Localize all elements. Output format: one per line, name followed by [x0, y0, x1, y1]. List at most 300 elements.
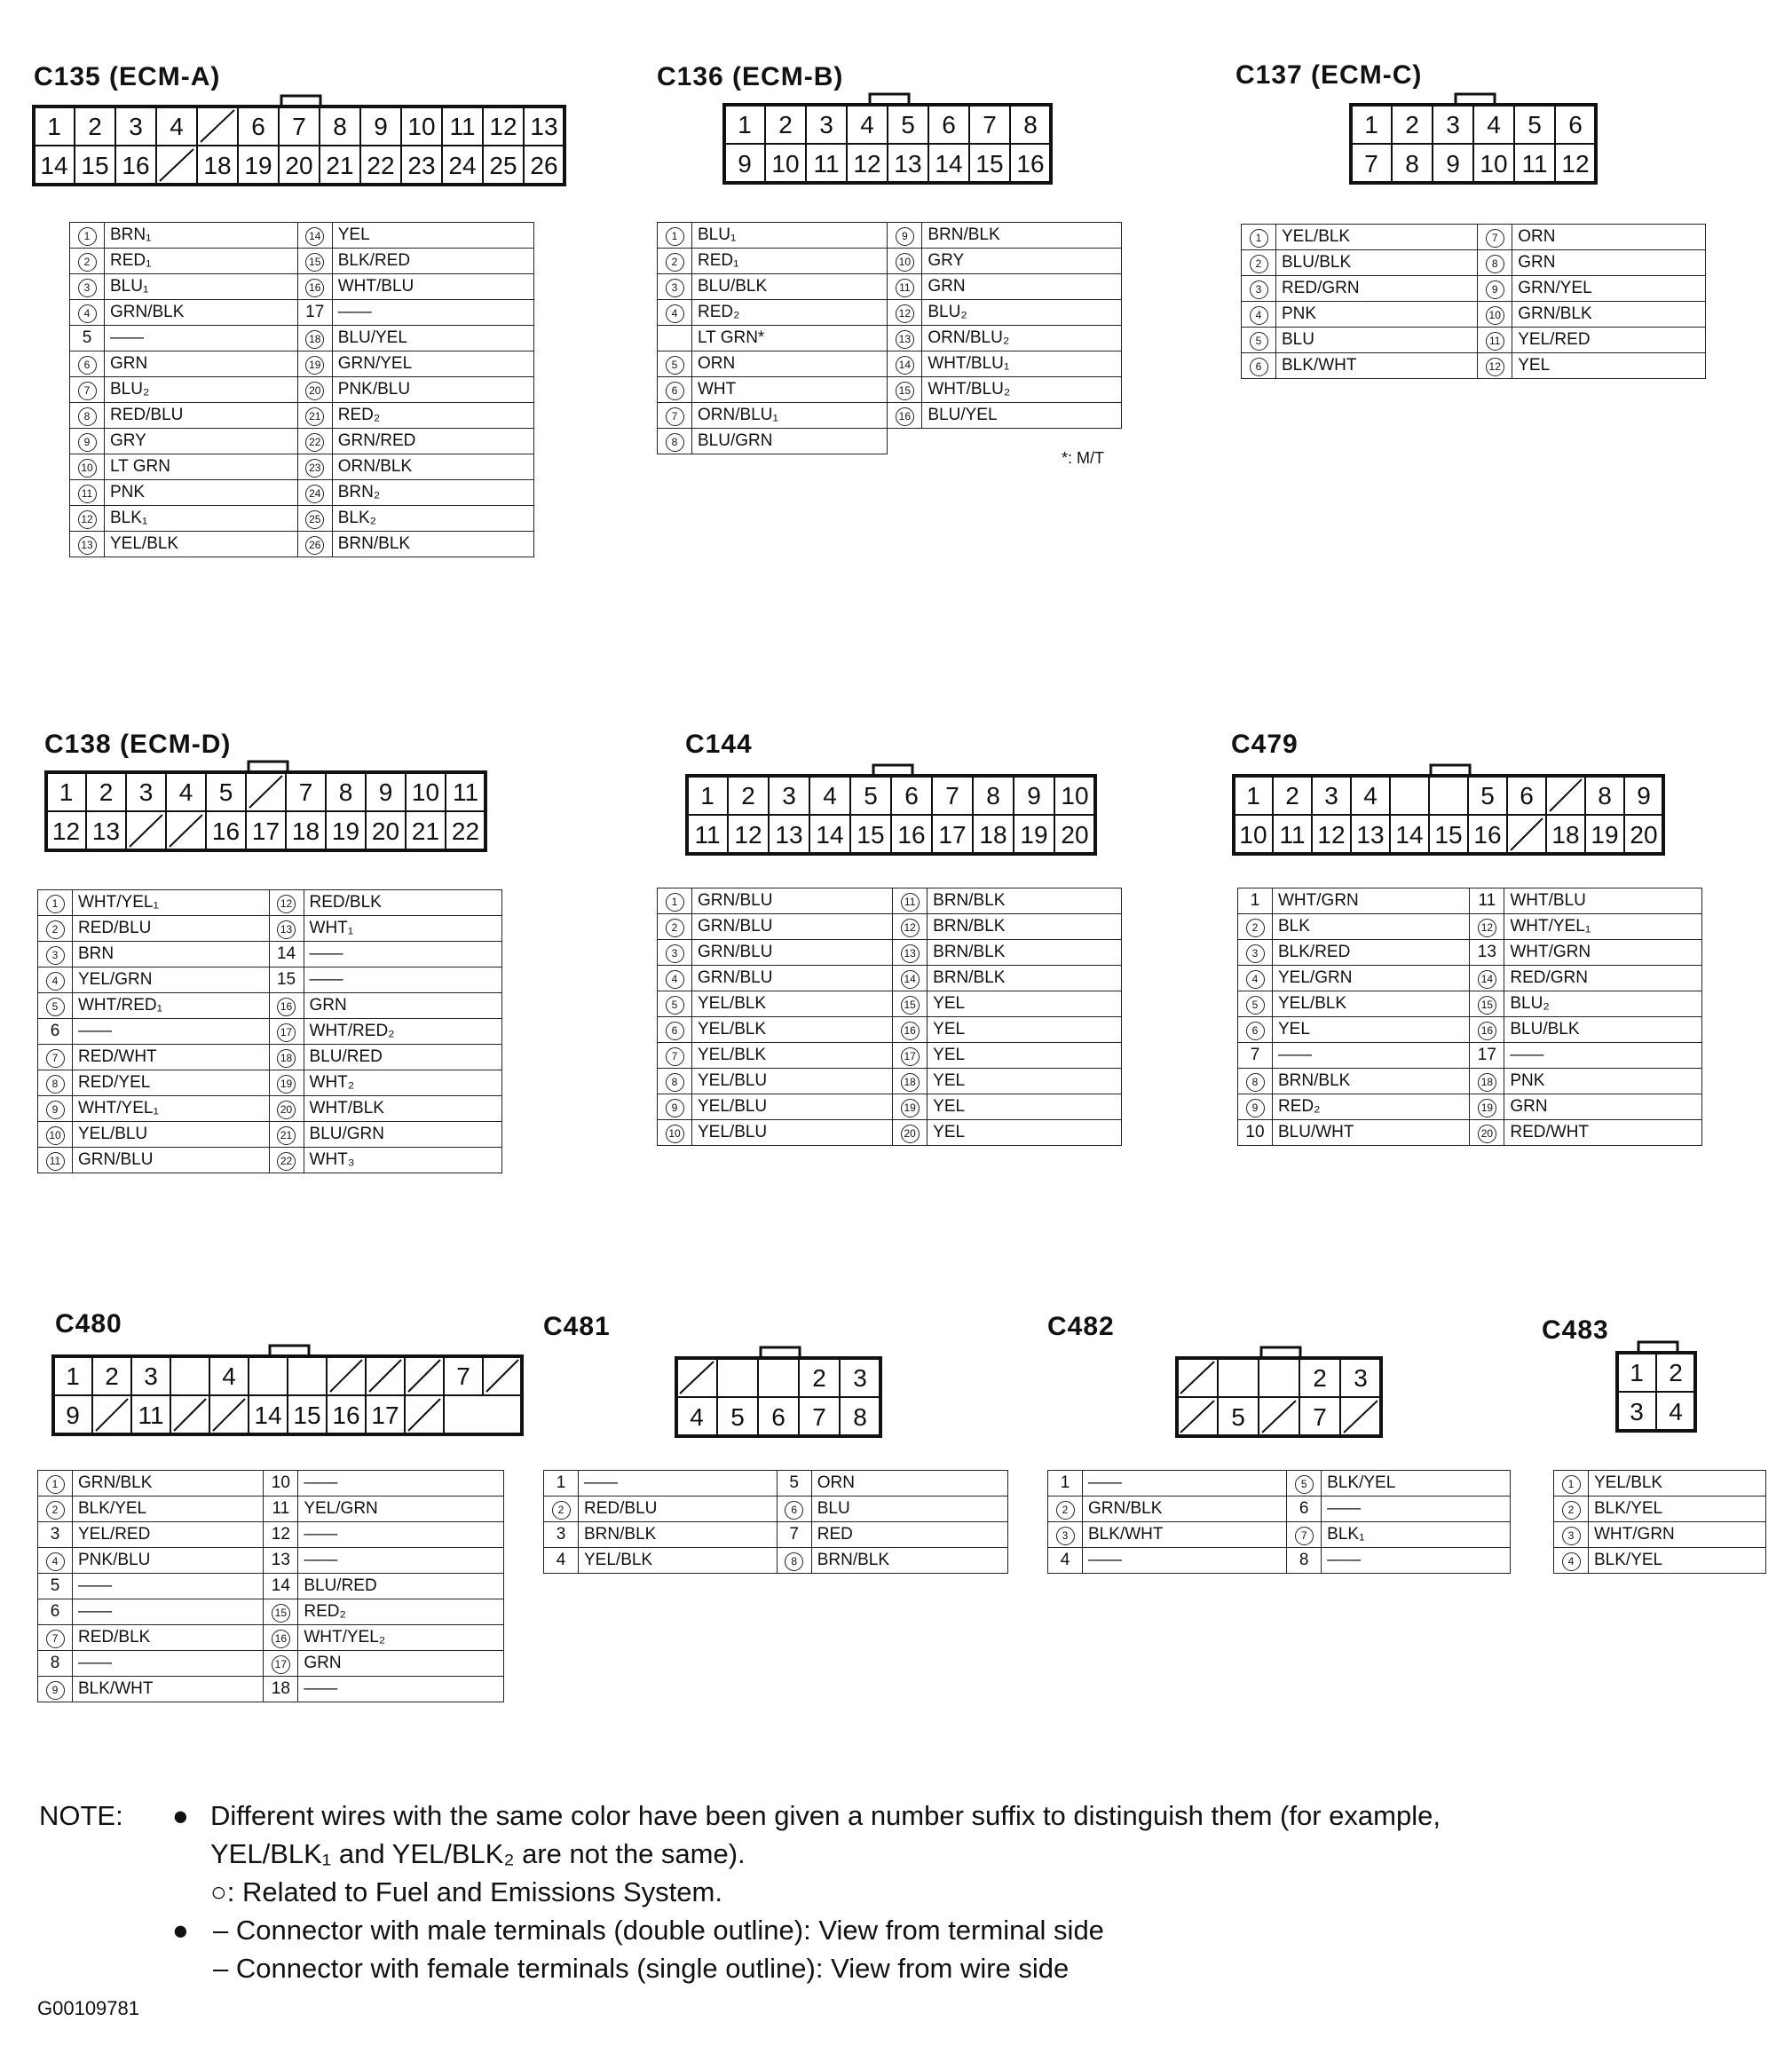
circled-pin-number: 9 [1246, 1099, 1265, 1117]
wire-color: BRN/BLK [928, 888, 1122, 914]
circled-pin-number: 8 [1486, 255, 1504, 273]
wire-color: BLU₂ [1504, 991, 1702, 1017]
wire-color: YEL [332, 223, 533, 249]
pin-number [1470, 914, 1504, 940]
wire-color: WHT/RED₁ [73, 993, 270, 1019]
pin-number [38, 1651, 73, 1677]
circled-pin-number: 3 [1250, 280, 1268, 299]
wire-color: ORN [811, 1471, 1007, 1496]
pin-number [264, 1496, 298, 1522]
wire-color: —— [298, 1548, 504, 1574]
table-row [38, 1677, 504, 1702]
pin-number [70, 403, 105, 429]
wire-color: GRN [1504, 1094, 1702, 1120]
terminal-number: 2 [1669, 1359, 1683, 1386]
wire-color: PNK/BLU [73, 1548, 264, 1574]
table-row [658, 403, 1122, 429]
wire-color: BLU₁ [692, 223, 888, 249]
wire-color: BLU/BLK [1276, 250, 1478, 276]
circled-pin-number: 11 [901, 893, 920, 912]
blank-terminal-slash [680, 1362, 714, 1394]
pin-number [269, 1148, 304, 1173]
circled-pin-number: 15 [901, 996, 920, 1015]
terminal-number: 3 [129, 113, 143, 140]
terminal-number: 3 [1446, 111, 1460, 138]
wire-color: BLU/RED [298, 1574, 504, 1599]
table-row [38, 1122, 502, 1148]
terminal-number: 14 [40, 152, 68, 179]
circled-pin-number: 6 [1246, 1022, 1265, 1040]
circled-pin-number: 3 [1562, 1527, 1581, 1545]
pin-table-c483 [1553, 1470, 1766, 1574]
table-row [70, 351, 534, 377]
table-row [658, 1017, 1122, 1043]
terminal-number: 15 [81, 152, 109, 179]
circled-pin-number: 9 [78, 433, 97, 452]
pin-number [1238, 1120, 1273, 1146]
circled-pin-number: 2 [1250, 255, 1268, 273]
table-row [1554, 1471, 1766, 1496]
circled-pin-number: 6 [666, 1022, 684, 1040]
pin-number-text: 12 [271, 1525, 290, 1544]
table-row [544, 1522, 1008, 1548]
pin-number [658, 966, 692, 991]
circled-pin-number: 5 [666, 996, 684, 1015]
terminal-number: 19 [244, 152, 272, 179]
pin-number-text: 3 [556, 1525, 566, 1544]
circled-pin-number: 19 [277, 1075, 296, 1094]
circled-pin-number: 11 [896, 279, 914, 297]
wire-color: BLU/RED [304, 1045, 501, 1070]
terminal-number: 20 [1630, 821, 1658, 849]
wire-color: BLK₂ [332, 506, 533, 532]
table-row [70, 480, 534, 506]
pin-number [1238, 1069, 1273, 1094]
wire-color: GRN [1512, 250, 1706, 276]
pin-number [1048, 1522, 1083, 1548]
pin-number [893, 940, 928, 966]
wire-color: YEL/BLK [692, 1017, 893, 1043]
blank-terminal-slash [96, 1399, 128, 1431]
wire-color: BRN/BLK [1273, 1069, 1470, 1094]
pin-table-c480 [37, 1470, 504, 1702]
blank-terminal-slash [170, 815, 202, 847]
pin-number [269, 993, 304, 1019]
circled-pin-number: 14 [896, 356, 914, 375]
circled-pin-number: 15 [305, 253, 324, 272]
pin-number [893, 966, 928, 991]
pin-number [658, 991, 692, 1017]
wire-color: BLK₁ [1322, 1522, 1511, 1548]
blank-terminal-slash [249, 776, 282, 808]
circled-pin-number: 3 [1246, 944, 1265, 963]
pin-number [1470, 1069, 1504, 1094]
pin-number [269, 967, 304, 993]
wire-color: WHT/BLU₂ [922, 377, 1122, 403]
terminal-number: 2 [1405, 111, 1419, 138]
pin-number [297, 274, 332, 300]
pin-number [1554, 1548, 1589, 1574]
circled-pin-number: 2 [1246, 919, 1265, 937]
terminal-cell [1218, 1358, 1259, 1397]
table-row [38, 1625, 504, 1651]
connector-face-c144 [687, 763, 1104, 861]
pin-number [658, 326, 692, 351]
terminal-number: 1 [66, 1362, 80, 1390]
terminal-number: 15 [293, 1402, 321, 1429]
wire-color: WHT/BLU₁ [922, 351, 1122, 377]
terminal-number: 11 [694, 821, 721, 849]
wire-color: GRN [298, 1651, 504, 1677]
pin-number [1478, 225, 1512, 250]
wire-color: ORN/BLK [332, 454, 533, 480]
terminal-number: 2 [88, 113, 102, 140]
circled-pin-number: 3 [78, 279, 97, 297]
circled-pin-number: 7 [78, 382, 97, 400]
terminal-number: 4 [823, 782, 837, 809]
table-row [658, 940, 1122, 966]
terminal-number: 3 [1630, 1398, 1644, 1425]
pin-number-text: 4 [556, 1551, 566, 1569]
wire-color: BRN₂ [332, 480, 533, 506]
circled-pin-number: 10 [666, 1125, 684, 1143]
wire-color: BRN/BLK [579, 1522, 778, 1548]
table-row [38, 1599, 504, 1625]
pin-number [70, 377, 105, 403]
note-bullet-1: ● [172, 1800, 189, 1831]
circled-pin-number: 8 [666, 433, 684, 452]
pin-number [38, 1496, 73, 1522]
terminal-number: 10 [1480, 150, 1508, 178]
wire-color: BLU₂ [105, 377, 298, 403]
wire-color: PNK [1276, 302, 1478, 328]
wire-color: —— [73, 1651, 264, 1677]
connector-face-c483 [1617, 1340, 1706, 1438]
table-row [70, 403, 534, 429]
circled-pin-number: 18 [305, 330, 324, 349]
terminal-number: 8 [986, 782, 1000, 809]
terminal-number: 22 [451, 817, 480, 845]
circled-pin-number: 7 [666, 407, 684, 426]
terminal-cell [170, 1356, 209, 1395]
blank-terminal-slash [330, 1360, 362, 1392]
wire-color: YEL/GRN [298, 1496, 504, 1522]
circled-pin-number: 8 [666, 1073, 684, 1092]
circled-pin-number: 4 [1562, 1552, 1581, 1571]
circled-pin-number: 7 [1295, 1527, 1314, 1545]
pin-number-text: 5 [50, 1576, 60, 1595]
table-row [658, 1043, 1122, 1069]
pin-number-text: 5 [789, 1473, 799, 1492]
terminal-number: 14 [254, 1402, 282, 1429]
terminal-number: 14 [1395, 821, 1424, 849]
pin-number-text: 4 [1060, 1551, 1070, 1569]
circled-pin-number: 10 [1486, 306, 1504, 325]
terminal-number: 3 [819, 111, 833, 138]
table-row [70, 377, 534, 403]
pin-number [544, 1548, 579, 1574]
terminal-number: 18 [1551, 821, 1580, 849]
circled-pin-number: 9 [46, 1681, 65, 1700]
wire-color: WHT/YEL₁ [73, 890, 270, 916]
pin-number [38, 1096, 73, 1122]
pin-number [297, 300, 332, 326]
pin-number [1470, 991, 1504, 1017]
title-c137: C137 (ECM-C) [1235, 60, 1423, 90]
wire-color: YEL [928, 1043, 1122, 1069]
circled-pin-number: 11 [46, 1152, 65, 1171]
terminal-number: 23 [407, 152, 436, 179]
circled-pin-number: 14 [1478, 970, 1496, 989]
wire-color: YEL/BLU [692, 1094, 893, 1120]
connector-face-c135 [34, 94, 566, 192]
table-row [1238, 914, 1702, 940]
wire-color: RED/GRN [1276, 276, 1478, 302]
pin-number [658, 940, 692, 966]
pin-number [888, 377, 922, 403]
terminal-number: 9 [1637, 782, 1651, 809]
table-row [1048, 1548, 1511, 1574]
wire-color: RED/BLU [579, 1496, 778, 1522]
pin-number [1238, 991, 1273, 1017]
wire-color: —— [73, 1574, 264, 1599]
terminal-number: 12 [489, 113, 517, 140]
circled-pin-number: 10 [78, 459, 97, 478]
pin-number [264, 1574, 298, 1599]
pin-number [1470, 1043, 1504, 1069]
pin-number [777, 1471, 811, 1496]
circled-pin-number: 16 [1478, 1022, 1496, 1040]
pin-number [658, 249, 692, 274]
wire-color: GRY [105, 429, 298, 454]
note-line-4: – Connector with male terminals (double outline): View from terminal side [213, 1915, 1104, 1946]
table-row [38, 1548, 504, 1574]
pin-number [297, 351, 332, 377]
terminal-number: 2 [1313, 1364, 1327, 1392]
circled-pin-number: 18 [901, 1073, 920, 1092]
circled-pin-number: 2 [78, 253, 97, 272]
wire-color: BLU [811, 1496, 1007, 1522]
wire-color: RED/BLK [73, 1625, 264, 1651]
terminal-number: 9 [738, 150, 752, 178]
circled-pin-number: 16 [901, 1022, 920, 1040]
terminal-number: 9 [66, 1402, 80, 1429]
terminal-number: 12 [51, 817, 81, 845]
table-row [1242, 353, 1706, 379]
circled-pin-number: 14 [305, 227, 324, 246]
circled-pin-number: 15 [896, 382, 914, 400]
wire-color: BLK/WHT [1083, 1522, 1287, 1548]
pin-number [1242, 225, 1276, 250]
wire-color: RED₂ [332, 403, 533, 429]
pin-number [38, 1522, 73, 1548]
circled-pin-number: 5 [46, 998, 65, 1016]
pin-number [888, 326, 922, 351]
wire-color: GRN/BLK [73, 1471, 264, 1496]
terminal-number: 11 [1279, 821, 1306, 849]
pin-number [658, 429, 692, 454]
wire-color: YEL/RED [1512, 328, 1706, 353]
wire-color: WHT/YEL₂ [298, 1625, 504, 1651]
note-line-5: – Connector with female terminals (single outline): View from wire side [213, 1953, 1070, 1984]
terminal-number: 18 [203, 152, 232, 179]
terminal-cell [758, 1358, 799, 1397]
circled-pin-number: 13 [277, 920, 296, 939]
circled-pin-number: 7 [666, 1047, 684, 1066]
wire-color: RED₂ [298, 1599, 504, 1625]
blank-terminal-slash [130, 815, 162, 847]
pin-table-c479 [1237, 888, 1702, 1146]
wire-color: PNK [105, 480, 298, 506]
wire-color: ORN [1512, 225, 1706, 250]
wire-color: RED/WHT [1504, 1120, 1702, 1146]
pin-number-text: 13 [271, 1551, 290, 1569]
blank-terminal-slash [1180, 1362, 1214, 1394]
pin-number [893, 1043, 928, 1069]
pin-number-text: 17 [305, 303, 325, 321]
pin-number [777, 1522, 811, 1548]
terminal-number: 3 [138, 778, 154, 806]
pin-number [1554, 1522, 1589, 1548]
wire-color: —— [298, 1471, 504, 1496]
terminal-number: 22 [367, 152, 395, 179]
pin-number [70, 532, 105, 557]
blank-terminal-slash [486, 1360, 518, 1392]
terminal-number: 5 [864, 782, 878, 809]
circled-pin-number: 20 [901, 1125, 920, 1143]
terminal-number: 16 [1016, 150, 1045, 178]
pin-number [658, 274, 692, 300]
pin-number-text: 15 [276, 970, 296, 989]
terminal-number: 9 [374, 113, 388, 140]
pin-number-text: 7 [1250, 1046, 1260, 1064]
wire-color: YEL [1512, 353, 1706, 379]
circled-pin-number: 8 [78, 407, 97, 426]
circled-pin-number: 2 [666, 919, 684, 937]
terminal-number: 1 [738, 111, 752, 138]
table-row [658, 1069, 1122, 1094]
pin-number [297, 532, 332, 557]
circled-pin-number: 2 [1056, 1501, 1075, 1520]
pin-number [544, 1496, 579, 1522]
circled-pin-number: 2 [46, 1501, 65, 1520]
pin-number [1238, 940, 1273, 966]
wire-color: RED/GRN [1504, 966, 1702, 991]
wire-color: WHT [692, 377, 888, 403]
wire-color: YEL/BLU [692, 1120, 893, 1146]
pin-number [893, 1120, 928, 1146]
terminal-number: 2 [1285, 782, 1299, 809]
wire-color: BLK/WHT [73, 1677, 264, 1702]
circled-pin-number: 20 [305, 382, 324, 400]
pin-number [1048, 1471, 1083, 1496]
terminal-number: 7 [945, 782, 959, 809]
pin-number-text: 14 [276, 944, 296, 963]
blank-terminal-slash [1550, 779, 1582, 811]
pin-number [297, 454, 332, 480]
circled-pin-number: 12 [1486, 358, 1504, 376]
pin-number [264, 1522, 298, 1548]
wire-color: —— [1504, 1043, 1702, 1069]
circled-pin-number: 7 [46, 1049, 65, 1068]
wire-color: WHT₁ [304, 916, 501, 942]
connector-face-c481 [676, 1346, 898, 1443]
terminal-number: 1 [47, 113, 61, 140]
terminal-number: 7 [298, 778, 313, 806]
pin-number [658, 403, 692, 429]
circled-pin-number: 18 [1478, 1073, 1496, 1092]
wire-color: ORN/BLU₁ [692, 403, 888, 429]
pin-number [1242, 302, 1276, 328]
pin-table-c138 [37, 889, 502, 1173]
wire-color: RED/BLU [105, 403, 298, 429]
circled-pin-number: 14 [901, 970, 920, 989]
wire-color: BLU/GRN [304, 1122, 501, 1148]
wire-color: —— [298, 1522, 504, 1548]
wire-color: WHT₂ [304, 1070, 501, 1096]
pin-number [264, 1471, 298, 1496]
circled-pin-number: 6 [1250, 358, 1268, 376]
circled-pin-number: 8 [785, 1552, 803, 1571]
pin-number [1470, 1094, 1504, 1120]
circled-pin-number: 2 [46, 920, 65, 939]
title-c138: C138 (ECM-D) [44, 730, 232, 759]
wire-color: —— [298, 1677, 504, 1702]
wire-color: —— [1322, 1548, 1511, 1574]
terminal-number: 2 [741, 782, 755, 809]
terminal-number: 18 [291, 817, 320, 845]
pin-number [1238, 1017, 1273, 1043]
circled-pin-number: 12 [901, 919, 920, 937]
pin-number [893, 1094, 928, 1120]
circled-pin-number: 7 [1486, 229, 1504, 248]
circled-pin-number: 17 [277, 1023, 296, 1042]
blank-terminal-slash [408, 1399, 440, 1431]
wire-color: YEL [928, 991, 1122, 1017]
table-row [38, 993, 502, 1019]
wire-color: BLU₁ [105, 274, 298, 300]
circled-pin-number: 3 [666, 944, 684, 963]
wire-color: WHT/GRN [1589, 1522, 1766, 1548]
terminal-number: 1 [1364, 111, 1378, 138]
terminal-number: 4 [860, 111, 874, 138]
terminal-cell [717, 1358, 758, 1397]
pin-table-c144 [657, 888, 1122, 1146]
pin-number [888, 300, 922, 326]
table-row [658, 223, 1122, 249]
terminal-number: 16 [897, 821, 926, 849]
pin-number [1242, 250, 1276, 276]
pin-number [269, 1019, 304, 1045]
wire-color: BLK/RED [332, 249, 533, 274]
wire-color: BRN/BLK [928, 914, 1122, 940]
table-row [38, 942, 502, 967]
pin-number [1238, 914, 1273, 940]
pin-number [658, 223, 692, 249]
pin-number [38, 1599, 73, 1625]
pin-number [1287, 1522, 1322, 1548]
wire-color: YEL/BLU [73, 1122, 270, 1148]
terminal-number: 12 [1561, 150, 1590, 178]
wire-color: —— [73, 1599, 264, 1625]
pin-number [38, 1471, 73, 1496]
wire-color: WHT/GRN [1504, 940, 1702, 966]
terminal-number: 5 [901, 111, 915, 138]
wire-color: YEL/RED [73, 1522, 264, 1548]
pin-table-c135 [69, 222, 534, 557]
wire-color: —— [1083, 1548, 1287, 1574]
terminal-number: 12 [1317, 821, 1346, 849]
